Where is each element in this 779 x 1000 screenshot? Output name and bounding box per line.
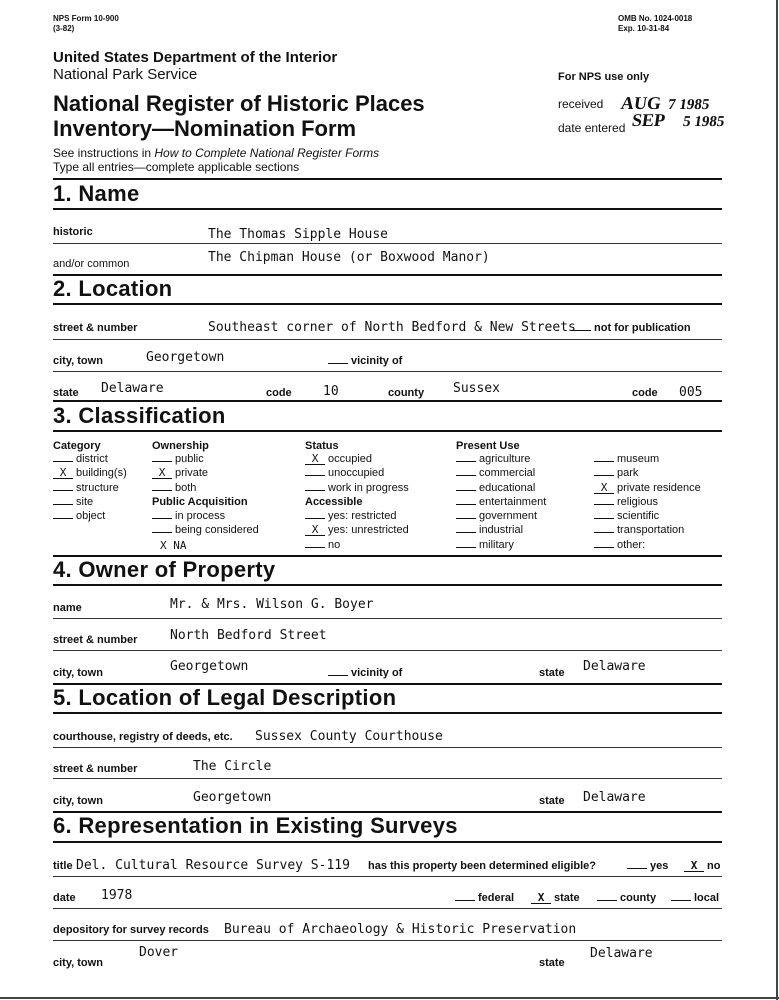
level-county[interactable] [597,892,656,904]
level-federal[interactable] [455,892,514,904]
vicinity-blank [328,363,348,364]
depository-label: depository for survey records [53,924,209,936]
checkbox-mark [456,475,476,476]
checkbox-row[interactable] [594,482,701,496]
county-code-value: 005 [679,385,703,400]
survey-date-value: 1978 [101,888,133,903]
checkbox-mark [152,518,172,519]
vicinity-blank [328,675,348,676]
nps-use-label: For NPS use only [558,71,650,83]
section-rule [53,841,722,843]
checkbox-mark [456,490,476,491]
eligible-question: has this property been determined eligible? [368,860,596,872]
field-rule [53,243,722,244]
acquisition-na: X NA [160,539,187,552]
field-rule [53,650,722,651]
acquisition-list [152,510,259,539]
checkbox-row[interactable] [594,496,701,510]
checkbox-row[interactable] [53,482,127,496]
checkbox-label: no [328,538,341,551]
county-blank [597,900,617,901]
checkbox-label: private [175,467,209,480]
legal-street-label: street & number [53,763,138,775]
checkbox-row[interactable] [594,524,701,538]
legal-state-label: state [539,795,565,807]
survey-title-value: Del. Cultural Resource Survey S-119 [76,858,350,873]
depository-city-label: city, town [53,957,103,969]
checkbox-mark [456,461,476,462]
courthouse-label: courthouse, registry of deeds, etc. [53,731,233,743]
checkbox-mark [152,532,172,533]
department-name: United States Department of the Interior [53,49,338,66]
checkbox-mark: X [53,468,73,479]
code-value: 10 [323,384,339,399]
form-date: (3-82) [53,24,75,33]
federal-label: federal [478,892,515,904]
checkbox-row[interactable] [456,510,546,524]
owner-name-value: Mr. & Mrs. Wilson G. Boyer [170,597,374,612]
eligible-yes[interactable] [627,860,668,872]
section-1-heading: 1. Name [53,181,140,206]
received-stamp-date: 7 1985 [666,97,711,113]
checkbox-mark [305,475,325,476]
received-label: received [558,97,604,111]
status-list [305,453,409,496]
yes-blank [627,868,647,869]
checkbox-row[interactable] [305,482,409,496]
yes-label: yes [650,860,669,872]
checkbox-mark [53,518,73,519]
section-2-heading: 2. Location [53,276,173,301]
accessible-list [305,510,409,553]
legal-city-label: city, town [53,795,103,807]
checkbox-label: private residence [617,481,701,494]
checkbox-label: government [479,510,538,523]
legal-street-value: The Circle [193,759,272,774]
checkbox-row[interactable] [152,482,208,496]
courthouse-value: Sussex County Courthouse [255,729,443,744]
vicinity-label: vicinity of [351,667,403,679]
section-rule [53,712,722,714]
no-mark: X [684,861,704,872]
street-number-value: Southeast corner of North Bedford & New Streets [208,320,576,335]
checkbox-row[interactable] [152,453,208,467]
page-edge [0,997,779,999]
local-label: local [694,892,720,904]
checkbox-label: both [175,481,197,494]
checkbox-mark [594,547,614,548]
vicinity-label: vicinity of [351,355,403,367]
form-number: NPS Form 10-900 [53,14,119,23]
state-label: state [53,387,79,399]
checkbox-row[interactable] [594,453,701,467]
field-rule [53,747,722,748]
section-rule [53,208,722,210]
local-blank [671,900,691,901]
checkbox-row[interactable] [152,510,259,524]
checkbox-label: district [76,453,108,465]
owner-name-label: name [53,602,82,614]
checkbox-row[interactable] [594,539,701,553]
instructions-prefix: See instructions in [53,146,155,160]
checkbox-mark [594,461,614,462]
checkbox-label: work in progress [328,481,409,494]
state-level-label: state [554,892,580,904]
instructions-title: How to Complete National Register Forms [154,146,380,160]
checkbox-row[interactable] [594,467,701,481]
checkbox-label: educational [479,481,536,494]
checkbox-label: yes: restricted [328,510,397,522]
form-title-line1: National Register of Historic Places [53,91,425,116]
service-name: National Park Service [53,66,198,83]
no-label: no [707,860,721,872]
entered-stamp: SEP [630,110,667,130]
section-rule [53,178,722,180]
checkbox-mark [456,504,476,505]
checkbox-label: object [76,510,106,523]
owner-city-value: Georgetown [170,659,249,674]
category-heading: Category [53,440,101,452]
owner-vicinity [328,667,402,679]
checkbox-mark [305,547,325,548]
section-6-heading: 6. Representation in Existing Surveys [53,813,458,838]
section-rule [53,584,722,586]
owner-street-label: street & number [53,634,138,646]
county-level-label: county [620,892,657,904]
owner-state-label: state [539,667,565,679]
checkbox-label: site [76,495,94,508]
checkbox-row[interactable] [305,467,409,481]
accessible-heading: Accessible [305,496,363,508]
checkbox-row[interactable] [456,467,546,481]
checkbox-row[interactable] [53,496,127,510]
date-entered-label: date entered [558,121,626,135]
category-list [53,453,127,524]
checkbox-row[interactable] [305,524,409,538]
legal-city-value: Georgetown [193,790,272,805]
survey-date-label: date [53,892,76,904]
city-town-value: Georgetown [146,350,225,365]
state-mark: X [531,893,551,904]
present-use-list-2 [594,453,701,553]
depository-state-value: Delaware [590,946,653,961]
checkbox-label: occupied [328,453,373,465]
checkbox-label: other: [617,538,646,551]
checkbox-label: in process [175,510,226,522]
federal-blank [455,900,475,901]
checkbox-mark [152,461,172,462]
checkbox-label: building(s) [76,467,127,480]
historic-label: historic [53,226,93,238]
status-heading: Status [305,440,339,452]
checkbox-row[interactable] [305,510,409,524]
common-name-label: and/or common [53,258,130,270]
checkbox-label: park [617,467,639,480]
instructions-line2: Type all entries—complete applicable sections [53,160,300,174]
not-for-publication-label: not for publication [594,322,691,334]
checkbox-mark [594,504,614,505]
checkbox-mark [456,518,476,519]
checkbox-label: industrial [479,524,524,537]
checkbox-label: being considered [175,524,259,537]
public-acquisition-heading: Public Acquisition [152,496,248,508]
present-use-list-1 [456,453,546,553]
checkbox-label: unoccupied [328,467,385,480]
level-local[interactable] [671,892,719,904]
checkbox-row[interactable] [456,453,546,467]
page-edge [776,0,778,1000]
not-for-publication [571,322,691,334]
checkbox-mark [456,547,476,548]
level-state[interactable] [531,892,580,904]
checkbox-mark [456,532,476,533]
section-5-heading: 5. Location of Legal Description [53,685,397,710]
field-rule [53,778,722,779]
owner-city-label: city, town [53,667,103,679]
code-label: code [266,387,292,399]
depository-state-label: state [539,957,565,969]
checkbox-row[interactable] [53,453,127,467]
checkbox-mark [594,532,614,533]
not-for-publication-blank [571,330,591,331]
depository-city-value: Dover [139,945,179,960]
checkbox-label: commercial [479,467,536,480]
field-rule [53,940,722,941]
checkbox-mark [53,461,73,462]
field-rule [53,618,722,619]
checkbox-mark [53,490,73,491]
checkbox-label: yes: unrestricted [328,524,409,537]
ownership-heading: Ownership [152,440,209,452]
county-value: Sussex [453,381,500,396]
instructions-line1 [53,146,379,160]
checkbox-row[interactable] [456,482,546,496]
section-rule [53,303,722,305]
checkbox-row[interactable] [456,524,546,538]
eligible-no[interactable] [684,860,720,872]
checkbox-label: agriculture [479,453,531,465]
checkbox-row[interactable] [305,453,409,467]
checkbox-mark [305,490,325,491]
county-label: county [388,387,425,399]
checkbox-label: military [479,538,514,551]
checkbox-mark [152,490,172,491]
checkbox-row[interactable] [53,510,127,524]
checkbox-label: museum [617,453,660,465]
checkbox-label: scientific [617,510,660,523]
owner-state-value: Delaware [583,659,646,674]
field-rule [53,876,722,877]
expiration-date: Exp. 10-31-84 [618,24,670,33]
checkbox-mark [594,518,614,519]
checkbox-row[interactable] [152,467,208,481]
checkbox-label: entertainment [479,495,547,508]
checkbox-label: religious [617,495,658,508]
checkbox-label: public [175,453,204,465]
section-rule [53,400,722,402]
omb-number: OMB No. 1024-0018 [618,14,693,23]
checkbox-row[interactable] [152,524,259,538]
checkbox-row[interactable] [53,467,127,481]
checkbox-row[interactable] [456,539,546,553]
checkbox-label: transportation [617,524,685,537]
checkbox-row[interactable] [594,510,701,524]
checkbox-row[interactable] [305,539,409,553]
survey-title-label: title [53,860,73,872]
checkbox-label: structure [76,481,119,494]
historic-value: The Thomas Sipple House [208,227,389,242]
state-value: Delaware [101,381,164,396]
section-3-heading: 3. Classification [53,403,226,428]
vicinity-of [328,355,402,367]
common-name-value: The Chipman House (or Boxwood Manor) [208,250,490,265]
owner-street-value: North Bedford Street [170,628,327,643]
present-use-heading: Present Use [456,440,520,452]
ownership-list [152,453,208,496]
legal-state-value: Delaware [583,790,646,805]
checkbox-mark: X [594,483,614,494]
street-number-label: street & number [53,322,138,334]
checkbox-mark: X [152,468,172,479]
checkbox-mark [594,475,614,476]
checkbox-mark [53,504,73,505]
field-rule [53,339,722,340]
city-town-label: city, town [53,355,103,367]
county-code-label: code [632,387,658,399]
received-stamp: AUG [619,93,663,113]
field-rule [53,371,722,372]
checkbox-row[interactable] [456,496,546,510]
checkbox-mark: X [305,525,325,536]
entered-stamp-date: 5 1985 [681,114,726,130]
section-4-heading: 4. Owner of Property [53,557,276,582]
form-title-line2: Inventory—Nomination Form [53,116,357,141]
checkbox-mark: X [305,454,325,465]
section-rule [53,430,722,432]
checkbox-mark [305,518,325,519]
field-rule [53,908,722,909]
depository-value: Bureau of Archaeology & Historic Preservation [224,922,577,937]
